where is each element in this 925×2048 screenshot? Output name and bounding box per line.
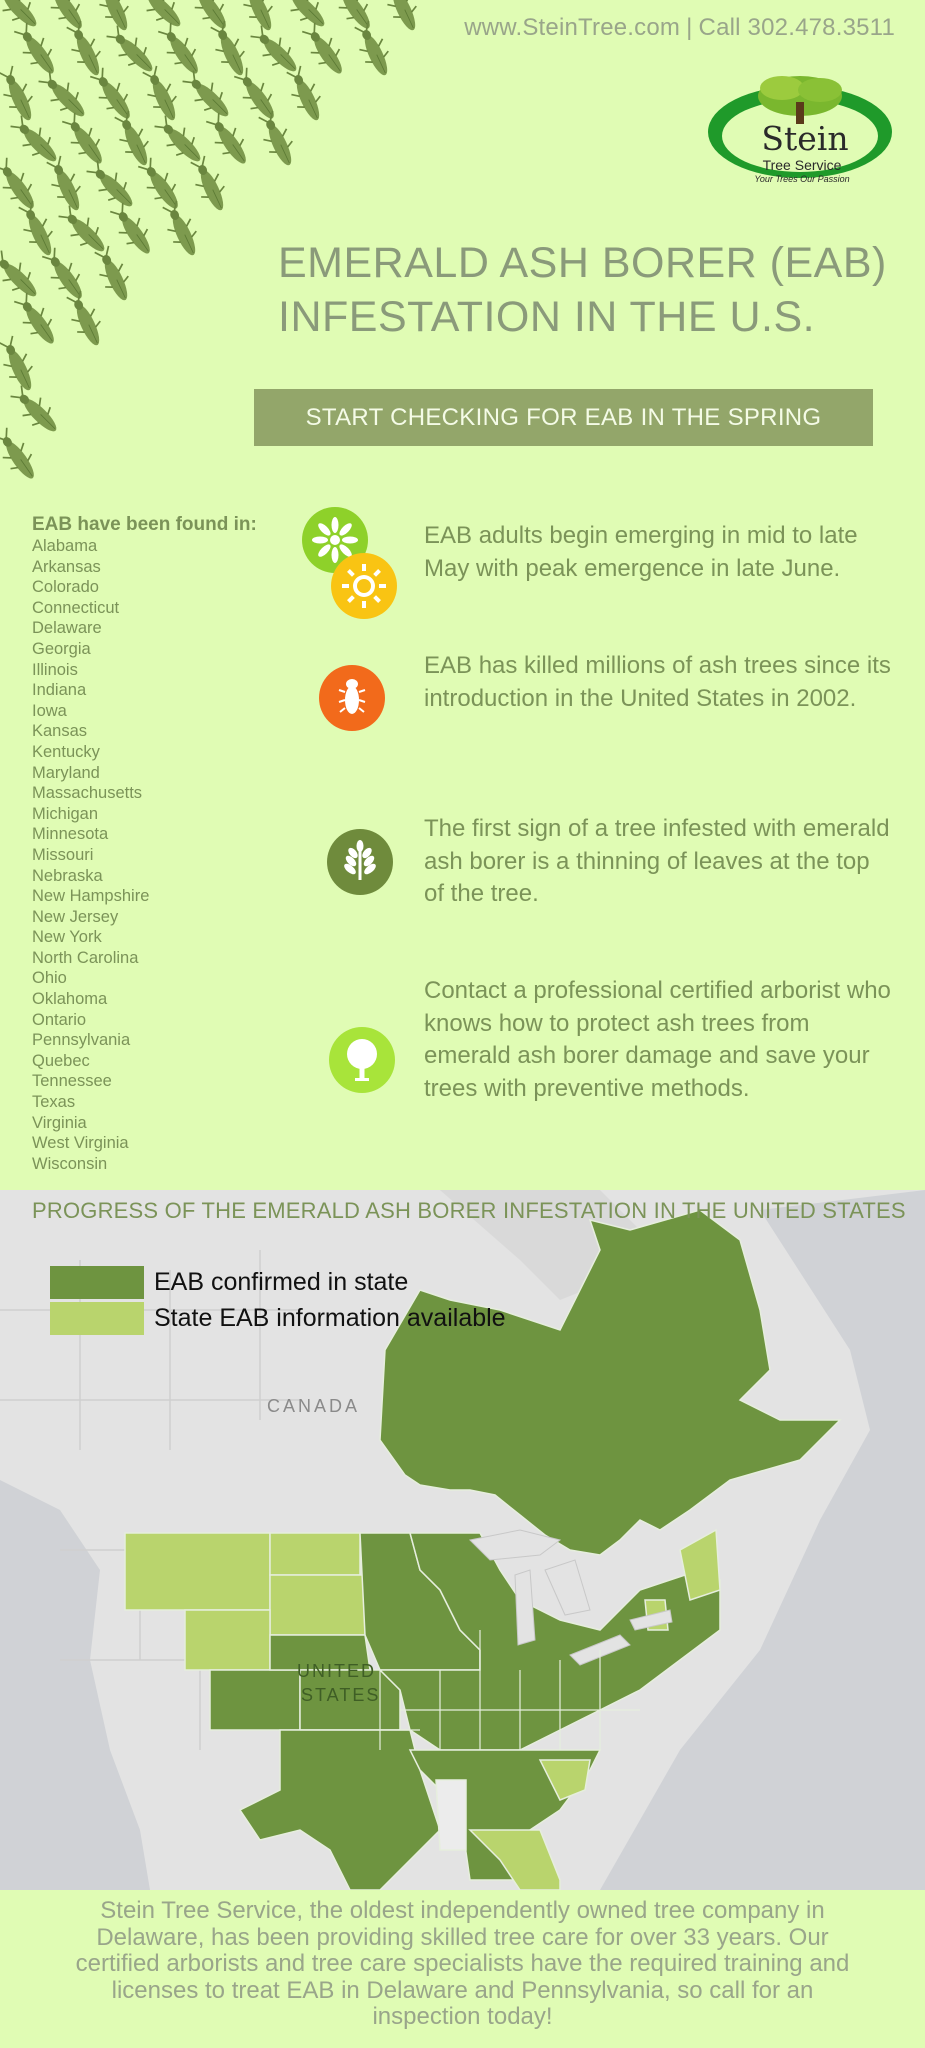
bug-icon [0, 247, 45, 305]
bug-icon [275, 0, 333, 35]
logo-sub: Tree Service [762, 157, 842, 173]
logo-name: Stein [761, 119, 849, 158]
bug-icon [0, 0, 45, 35]
bug-icon [90, 244, 137, 306]
bug-icon [38, 0, 91, 35]
bug-icon [378, 0, 425, 35]
bug-icon [186, 154, 233, 216]
bug-icon [10, 20, 63, 81]
bug-icon [326, 0, 379, 35]
legend-swatch-information [50, 1302, 144, 1335]
bug-icon [103, 22, 161, 80]
bug-icon [350, 19, 397, 81]
state-item: Wisconsin [32, 1154, 108, 1173]
bug-icon [158, 199, 205, 261]
state-item: Colorado [32, 578, 99, 597]
legend-label-information: State EAB information available [154, 1304, 506, 1332]
map-legend [50, 1266, 506, 1338]
bug-icon [0, 334, 41, 396]
states-label: STATES [301, 1685, 381, 1705]
bug-icon [83, 157, 141, 215]
title-line-1: EMERALD ASH BORER (EAB) [278, 239, 887, 287]
united-label: UNITED [297, 1661, 376, 1681]
page-title [278, 236, 898, 344]
state-item: Minnesota [32, 825, 109, 844]
title-line-2: INFESTATION IN THE U.S. [278, 293, 816, 341]
bug-icon [35, 67, 93, 125]
state-item: Arkansas [32, 557, 101, 576]
phone-link[interactable]: Call 302.478.3511 [698, 14, 895, 41]
fact-first-sign: The first sign of a tree infested with emerald ash borer is a thinning of leaves at the top of the tree. [424, 815, 890, 907]
bug-icon [151, 112, 209, 170]
fact-history: EAB has killed millions of ash trees since its introduction in the United States in 2002. [424, 652, 891, 712]
state-item: Texas [32, 1093, 76, 1112]
state-item: Massachusetts [32, 784, 143, 803]
united-states-label [297, 1659, 380, 1707]
contact-header [464, 14, 895, 42]
state-item: Kentucky [32, 742, 100, 761]
state-item: Pennsylvania [32, 1031, 131, 1050]
legend-item-confirmed [50, 1266, 506, 1299]
bug-icon [254, 109, 301, 171]
bug-icon [10, 290, 63, 351]
state-item: New York [32, 928, 102, 947]
footer-text: Stein Tree Service, the oldest independently owned tree company in Delaware, has been providing skilled tree care for over 33 years. Our certified arborists and tree care specialists have the required training and licenses to treat EAB in Delaware and Pennsylvania, so call for an inspection today! [75, 1897, 850, 2030]
bug-icon [298, 20, 351, 81]
states-panel [32, 514, 272, 1174]
fact-emergence: EAB adults begin emerging in mid to late May with peak emergence in late June. [424, 522, 858, 582]
sun-and-flower-icon [300, 506, 400, 622]
state-item: Maryland [32, 763, 100, 782]
state-item: Georgia [32, 639, 91, 658]
states-list [32, 536, 272, 1174]
legend-item-information [50, 1302, 506, 1335]
state-item: Ontario [32, 1010, 87, 1029]
state-item: Virginia [32, 1113, 87, 1132]
bug-icon [234, 0, 281, 35]
logo-tagline: Your Trees Our Passion [754, 174, 850, 184]
bug-icon [55, 202, 113, 260]
bug-icon [58, 110, 111, 171]
website-link[interactable]: www.SteinTree.com [464, 14, 681, 41]
state-item: Delaware [32, 619, 102, 638]
bug-icon [7, 382, 65, 440]
spring-banner: START CHECKING FOR EAB IN THE SPRING [254, 389, 873, 446]
state-item: Indiana [32, 681, 87, 700]
bug-icon [131, 0, 189, 35]
bug-icon [182, 0, 235, 35]
state-item: Ohio [32, 969, 67, 988]
state-item: Connecticut [32, 598, 120, 617]
larva-icon [318, 664, 386, 732]
header-separator: | [686, 14, 693, 41]
state-item: Kansas [32, 722, 88, 741]
fact-contact-arborist: Contact a professional certified arborist who knows how to protect ash trees from emerald ash borer damage and save your trees with preventive methods. [424, 977, 891, 1102]
state-item: Tennessee [32, 1072, 112, 1091]
bug-icon [42, 154, 89, 216]
state-item: Missouri [32, 845, 94, 864]
bug-icon [0, 64, 41, 126]
bug-icon [154, 20, 207, 81]
state-item: Alabama [32, 537, 98, 555]
bug-icon [202, 110, 255, 171]
bug-icon [106, 200, 159, 261]
state-item: Quebec [32, 1051, 90, 1070]
state-item: North Carolina [32, 948, 139, 967]
state-item: Iowa [32, 701, 67, 720]
state-item: West Virginia [32, 1134, 129, 1153]
states-heading: EAB have been found in: [32, 514, 257, 535]
bug-icon [62, 289, 109, 351]
bug-icon [247, 22, 305, 80]
bug-icon [282, 64, 329, 126]
bug-icon [138, 64, 185, 126]
state-item: Michigan [32, 804, 99, 823]
tree-icon [328, 1026, 396, 1094]
state-item: Illinois [32, 660, 78, 679]
state-item: New Jersey [32, 907, 119, 926]
bug-icon [90, 0, 137, 35]
map-title: PROGRESS OF THE EMERALD ASH BORER INFESTATION IN THE UNITED STATES [32, 1198, 906, 1223]
bug-icon [0, 425, 43, 486]
bug-icon [179, 67, 237, 125]
leaf-icon [326, 828, 394, 896]
bug-icon [7, 112, 65, 170]
state-item: Nebraska [32, 866, 103, 885]
legend-swatch-confirmed [50, 1266, 144, 1299]
legend-label-confirmed: EAB confirmed in state [154, 1268, 409, 1296]
canada-label: CANADA [267, 1396, 361, 1416]
bug-icon [0, 155, 43, 216]
state-item: Oklahoma [32, 990, 108, 1009]
state-item: New Hampshire [32, 887, 150, 906]
